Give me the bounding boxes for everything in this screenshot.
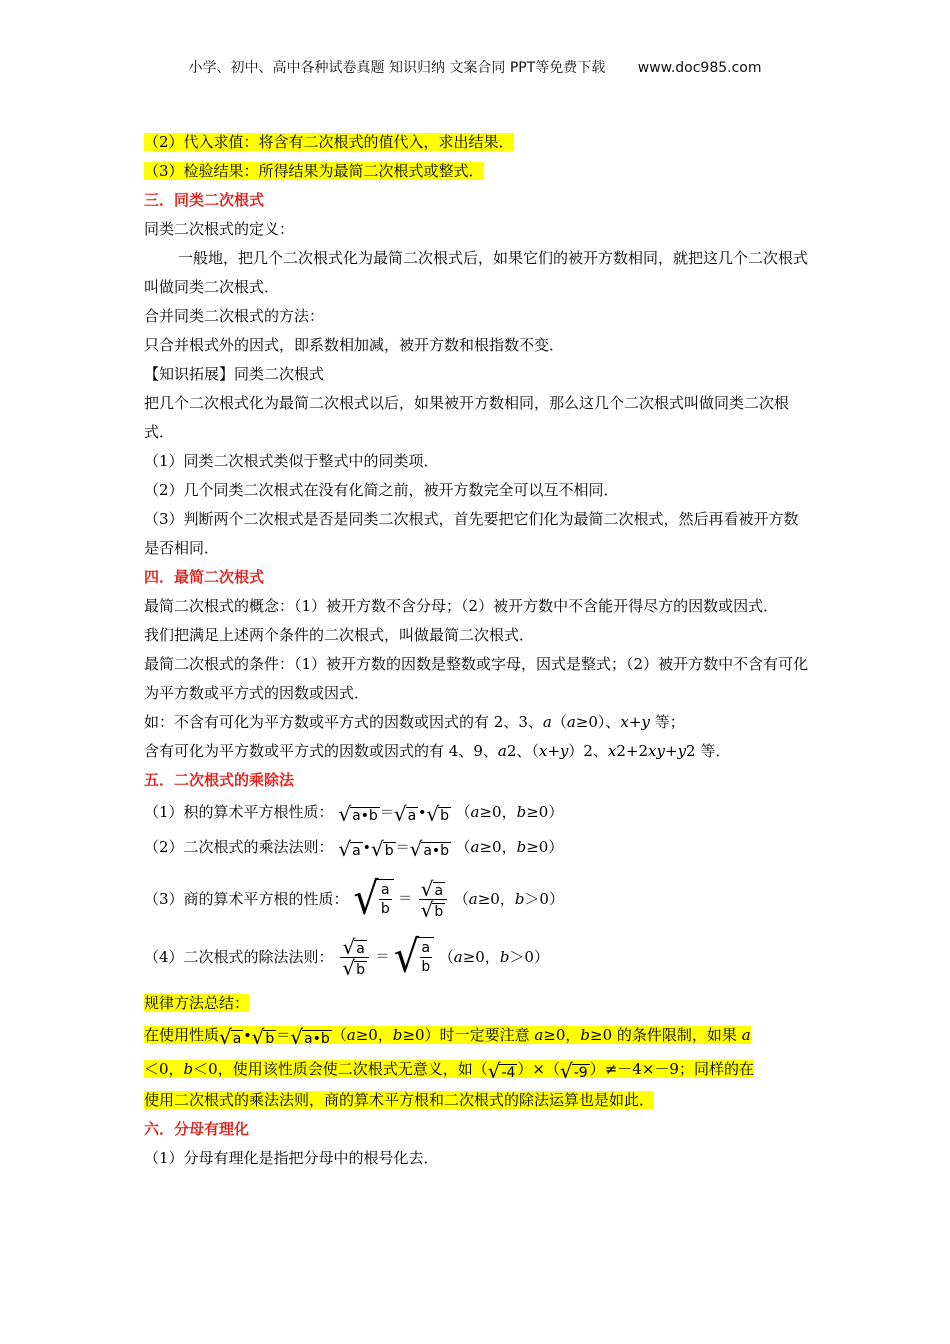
- document-body: [144, 128, 810, 1173]
- header-site[interactable]: www.doc985.com: [637, 60, 762, 76]
- highlighted-text: （2）代入求值：将含有二次根式的值代入，求出结果．: [144, 133, 514, 151]
- text-line: （2）几个同类二次根式在没有化简之前，被开方数完全可以互不相同．: [144, 481, 619, 499]
- text-line: 如：不含有可化为平方数或平方式的因数或因式的有 2、3、a（a≥0）、x+y 等；: [144, 713, 685, 731]
- text-line: 同类二次根式的定义：: [144, 220, 295, 238]
- formula-line-2: （2）二次根式的乘法法则： √ a • √ b ＝ √ a•b （a≥0，b≥0）: [144, 837, 564, 861]
- paragraph: （3）判断两个二次根式是否是同类二次根式，首先要把它们化为最简二次根式，然后再看被开方数是否相同．: [144, 510, 799, 557]
- paragraph: 一般地，把几个二次根式化为最简二次根式后，如果它们的被开方数相同，就把这几个二次根式叫做同类二次根式．: [144, 249, 809, 296]
- paragraph: 最简二次根式的概念：（1）被开方数不含分母；（2）被开方数中不含能开得尽方的因数或因式．: [144, 597, 779, 615]
- text-line: 含有可化为平方数或平方式的因数或因式的有 4、9、a2、（x+y）2、x2+2xy+y2 等．: [144, 742, 731, 760]
- section-heading-3: 三．同类二次根式: [144, 191, 265, 209]
- section-heading-5: 五．二次根式的乘除法: [144, 771, 295, 789]
- highlighted-text: （3）检验结果：所得结果为最简二次根式或整式．: [144, 162, 484, 180]
- text-line: 合并同类二次根式的方法：: [144, 307, 325, 325]
- text-line: （1）分母有理化是指把分母中的根号化去．: [144, 1149, 439, 1167]
- highlighted-text: 在使用性质 √ a • √ b ＝ √ a•b （a≥0，b≥0）时一定要注意 a≥0，b≥0 的条件限制，如果 a: [144, 1025, 751, 1049]
- formula-line-4: （4）二次根式的除法法则： √ a √ b ＝ √ $\frac{a}{b}$ （a≥0，b＞0）: [144, 931, 549, 983]
- header-title: 小学、初中、高中各种试卷真题 知识归纳 文案合同 PPT等免费下载: [188, 60, 606, 76]
- rule-line-3: 使用二次根式的乘法法则，商的算术平方根和二次根式的除法运算也是如此．: [144, 1091, 655, 1109]
- paragraph: 最简二次根式的条件：（1）被开方数的因数是整数或字母，因式是整式；（2）被开方数中不含有可化为平方数或平方式的因数或因式．: [144, 655, 809, 702]
- text-line: （1）同类二次根式类似于整式中的同类项．: [144, 452, 439, 470]
- text-line: 我们把满足上述两个条件的二次根式，叫做最简二次根式．: [144, 626, 535, 644]
- rule-line-1: [144, 1018, 810, 1052]
- text-line: [144, 157, 810, 186]
- formula-line-1: （1）积的算术平方根性质： √ a•b ＝ √ a • √ b （a≥0，b≥0）: [144, 802, 564, 826]
- formula-line-3: （3）商的算术平方根的性质： √ $\frac{a}{b}$ ＝ √ a √ b （a≥0，b＞0）: [144, 873, 564, 925]
- text-line: 只合并根式外的因式，即系数相加减，被开方数和根指数不变．: [144, 336, 565, 354]
- sqrt-ab: √ a•b: [338, 802, 378, 826]
- section-heading-4: 四．最简二次根式: [144, 568, 265, 586]
- text-line: 【知识拓展】同类二次根式: [144, 365, 325, 383]
- section-heading-6: 六．分母有理化: [144, 1120, 250, 1138]
- highlighted-text: ＜0，b＜0，使用该性质会使二次根式无意义，如（ √ -4 ）×（ √ -9 ）≠－4×－9；同样的在: [144, 1059, 754, 1083]
- rule-summary-title: 规律方法总结：: [144, 994, 250, 1012]
- paragraph: 把几个二次根式化为最简二次根式以后，如果被开方数相同，那么这几个二次根式叫做同类二次根式．: [144, 394, 790, 441]
- page-header: [0, 57, 950, 77]
- rule-line-2: [144, 1052, 810, 1086]
- text-line: [144, 128, 810, 157]
